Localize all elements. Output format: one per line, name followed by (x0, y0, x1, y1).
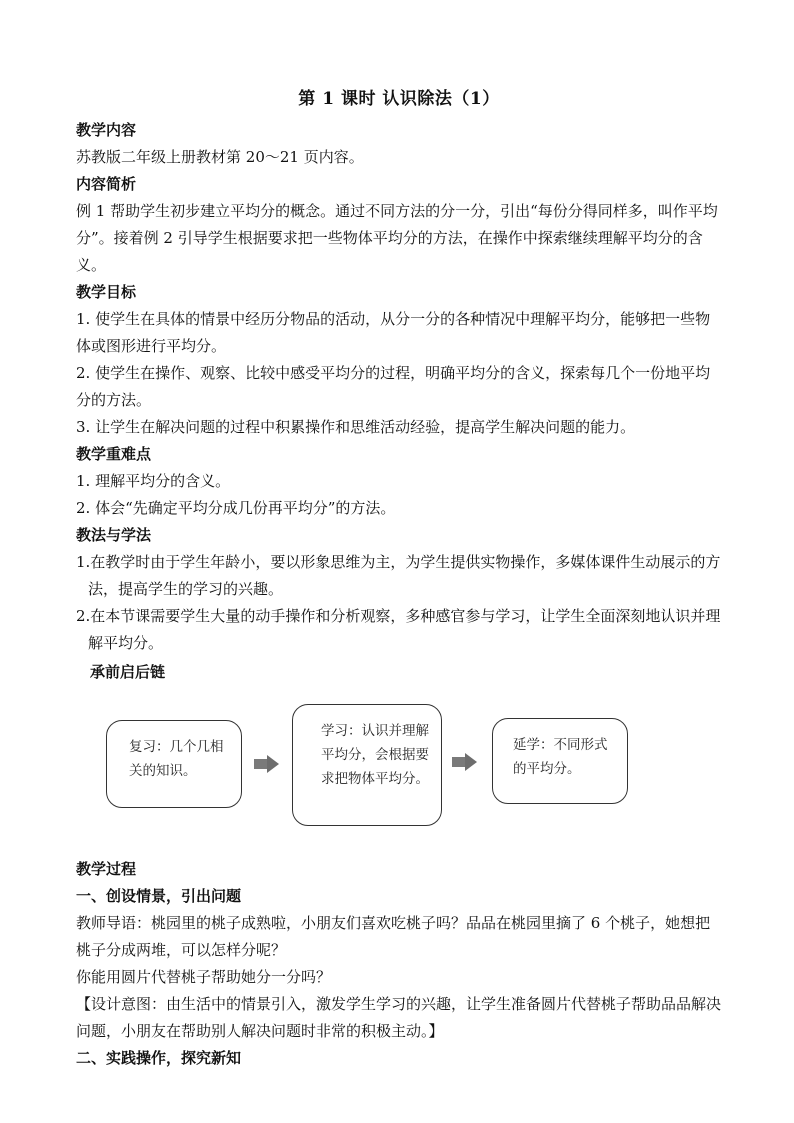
page-title: 第 1 课时 认识除法（1） (298, 89, 500, 109)
design-intent-text: 【设计意图：由生活中的情景引入，激发学生学习的兴趣，让学生准备圆片代替桃子帮助品品解决问题，小朋友在帮助别人解决问题时非常的积极主动。】 (76, 995, 722, 1040)
flow-box-extend-text: 延学：不同形式的平均分。 (513, 737, 608, 777)
content-brief-heading: 内容简析 (76, 175, 137, 193)
key-points-heading: 教学重难点 (76, 445, 152, 463)
key-point-item: 2. 体会“先确定平均分成几份再平均分”的方法。 (76, 499, 396, 517)
flow-box-learn-text: 学习：认识并理解平均分，会根据要求把物体平均分。 (321, 723, 429, 787)
lesson-flow-diagram (76, 692, 722, 852)
flow-box-extend (492, 718, 628, 804)
flow-box-learn (292, 704, 442, 826)
right-arrow-icon (254, 755, 280, 773)
method-item: 2.在本节课需要学生大量的动手操作和分析观察，多种感官参与学习，让学生全面深刻地认识并理解平均分。 (76, 607, 721, 652)
lesson-plan-page (76, 84, 722, 1072)
teaching-content-heading: 教学内容 (76, 121, 137, 139)
process-heading: 教学过程 (76, 860, 137, 878)
teaching-goal-item: 3. 让学生在解决问题的过程中积累操作和思维活动经验，提高学生解决问题的能力。 (76, 418, 636, 436)
question-text: 你能用圆片代替桃子帮助她分一分吗？ (76, 968, 332, 986)
content-brief-text: 例 1 帮助学生初步建立平均分的概念。通过不同方法的分一分，引出“每份分得同样多，叫作平均分”。接着例 2 引导学生根据要求把一些物体平均分的方法，在操作中探索继续理解平均分的含义。 (76, 202, 718, 274)
right-arrow-icon (452, 753, 478, 771)
flow-box-review-text: 复习：几个几相关的知识。 (129, 739, 224, 779)
teacher-intro-text: 教师导语：桃园里的桃子成熟啦，小朋友们喜欢吃桃子吗？品品在桃园里摘了 6 个桃子，她想把桃子分成两堆，可以怎样分呢？ (76, 914, 711, 959)
teaching-content-text: 苏教版二年级上册教材第 20～21 页内容。 (76, 148, 364, 166)
chain-heading: 承前启后链 (90, 663, 166, 681)
teaching-goals-heading: 教学目标 (76, 283, 137, 301)
method-item: 1.在教学时由于学生年龄小，要以形象思维为主，为学生提供实物操作，多媒体课件生动展示的方法，提高学生的学习的兴趣。 (76, 553, 721, 598)
methods-heading: 教法与学法 (76, 526, 152, 544)
key-point-item: 1. 理解平均分的含义。 (76, 472, 231, 490)
section2-heading: 二、实践操作，探究新知 (76, 1049, 242, 1067)
teaching-goal-item: 2. 使学生在操作、观察、比较中感受平均分的过程，明确平均分的含义，探索每几个一份地平均分的方法。 (76, 364, 711, 409)
section1-heading: 一、创设情景，引出问题 (76, 887, 242, 905)
flow-box-review (106, 720, 242, 808)
teaching-goal-item: 1. 使学生在具体的情景中经历分物品的活动，从分一分的各种情况中理解平均分，能够把一些物体或图形进行平均分。 (76, 310, 711, 355)
